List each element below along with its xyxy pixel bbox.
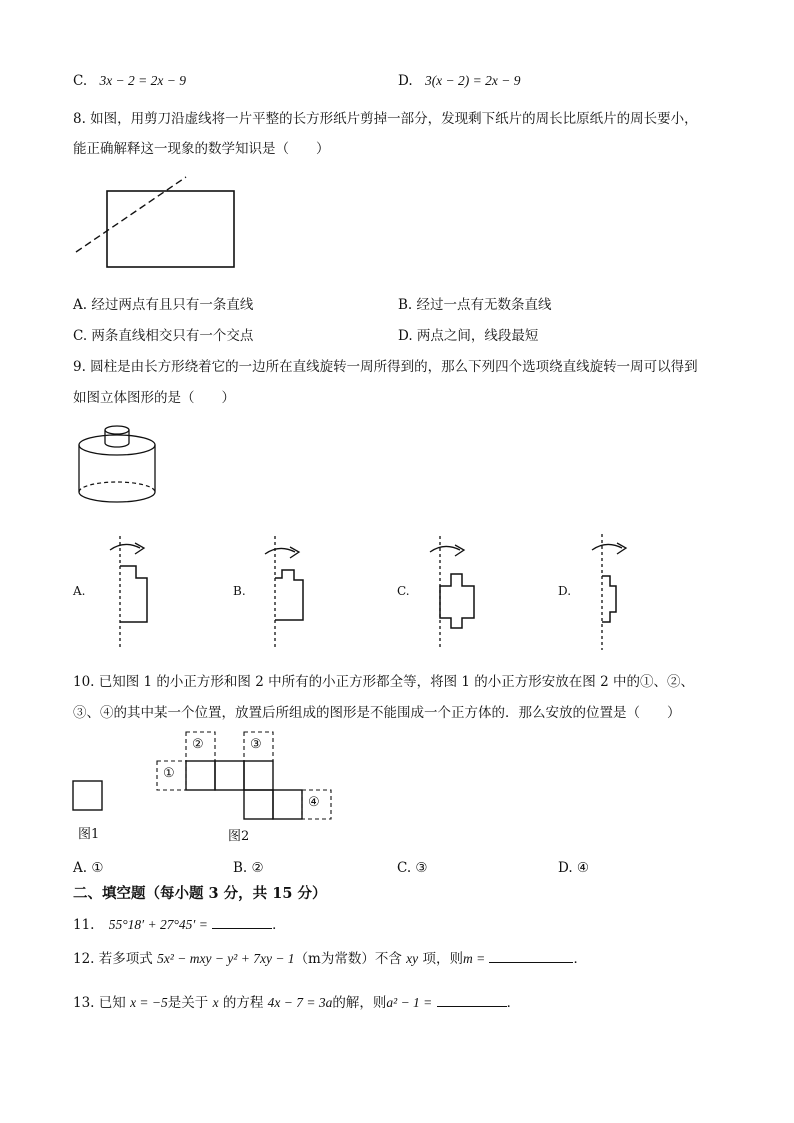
section-2-title: 二、填空题（每小题 3 分，共 15 分） — [73, 885, 327, 902]
q10-mark-1: ① — [163, 766, 175, 781]
q11-end: ． — [272, 917, 286, 933]
q13-equation: 4x − 7 = 3a — [267, 995, 333, 1010]
q10-option-c: C. ③ — [397, 860, 428, 876]
q8-stem-line1: 8. 如图，用剪刀沿虚线将一片平整的长方形纸片剪掉一部分，发现剩下纸片的周长比原纸片的周长要小， — [73, 111, 698, 127]
q13-pre: 13. 已知 — [73, 995, 126, 1011]
q7-option-c-expr: 3x − 2 = 2x − 9 — [99, 73, 187, 88]
q10-figure2-label: 图2 — [228, 829, 250, 844]
q13-expr: a² − 1 = — [386, 995, 433, 1010]
q12-polynomial: 5x² − mxy − y² + 7xy − 1 — [157, 951, 295, 966]
q8-stem-line2: 能正确解释这一现象的数学知识是（ ） — [73, 141, 330, 157]
q13-variable: x — [212, 995, 219, 1010]
q10-mark-2: ② — [192, 737, 204, 752]
q13 — [73, 994, 520, 1012]
q10-option-b: B. ② — [233, 860, 264, 876]
q9-option-a-figure — [100, 530, 160, 654]
q9-solid-figure — [74, 422, 170, 512]
q9-option-b-label: B. — [233, 584, 246, 598]
q10-mark-4: ④ — [308, 795, 320, 810]
q7-option-d-expr: 3(x − 2) = 2x − 9 — [424, 73, 521, 88]
q10-stem-line2: ③、④的其中某一个位置，放置后所组成的图形是不能围成一个正方体的．那么安放的位置是（ ） — [73, 705, 681, 721]
q12-end: ． — [573, 951, 587, 967]
q10-figure1-square — [70, 778, 106, 814]
q12-mid: （m为常数）不含 — [294, 951, 402, 967]
q9-stem-line2: 如图立体图形的是（ ） — [73, 390, 235, 406]
q9-option-d-label: D. — [558, 584, 572, 598]
q13-mid: 是关于 — [167, 995, 209, 1011]
q10-option-a: A. ① — [73, 860, 104, 876]
q13-condition: x = −5 — [130, 995, 168, 1010]
q12-lhs: m = — [462, 951, 486, 966]
q12-answer-blank[interactable] — [489, 950, 573, 963]
q9-stem-line1: 9. 圆柱是由长方形绕着它的一边所在直线旋转一周所得到的，那么下列四个选项绕直线旋转一周可以得到 — [73, 359, 698, 375]
q9-option-c-figure — [420, 530, 480, 654]
q12-term: xy — [406, 951, 419, 966]
q8-option-b: B. 经过一点有无数条直线 — [398, 297, 552, 313]
q10-option-d: D. ④ — [558, 860, 590, 876]
q10-stem-line1: 10. 已知图 1 的小正方形和图 2 中所有的小正方形都全等，将图 1 的小正方形安放在图 2 中的①、②、 — [73, 674, 694, 690]
q8-rectangle-figure — [70, 170, 250, 280]
q9-option-a-label: A. — [73, 584, 86, 598]
cut-dashed-line — [76, 177, 186, 252]
q12-post: 项，则 — [422, 951, 463, 967]
q7-option-d-label: D. — [398, 73, 413, 89]
q10-figure2-net — [150, 727, 340, 827]
q7-option-c — [73, 72, 186, 90]
q9-option-b-figure — [255, 530, 315, 654]
q12-pre: 12. 若多项式 — [73, 951, 153, 967]
q7-option-c-label: C. — [73, 73, 88, 89]
paper-rectangle — [107, 191, 234, 267]
q8-option-d: D. 两点之间，线段最短 — [398, 328, 539, 344]
q8-option-a: A. 经过两点有且只有一条直线 — [73, 297, 254, 313]
q11-number: 11. — [73, 917, 95, 933]
q11-expr: 55°18′ + 27°45′ = — [108, 917, 208, 932]
q13-end: ． — [506, 995, 521, 1011]
q10-figure1-label: 图1 — [78, 827, 100, 842]
q13-post: 的解，则 — [332, 995, 387, 1011]
q12 — [73, 950, 587, 968]
q8-option-c: C. 两条直线相交只有一个交点 — [73, 328, 254, 344]
q11 — [73, 916, 286, 934]
q11-answer-blank[interactable] — [212, 916, 272, 929]
q13-answer-blank[interactable] — [437, 994, 507, 1007]
q7-option-d — [398, 72, 521, 90]
q10-mark-3: ③ — [250, 737, 262, 752]
q13-mid2: 的方程 — [222, 995, 264, 1011]
q9-option-d-figure — [582, 530, 642, 654]
q9-option-c-label: C. — [397, 584, 410, 598]
